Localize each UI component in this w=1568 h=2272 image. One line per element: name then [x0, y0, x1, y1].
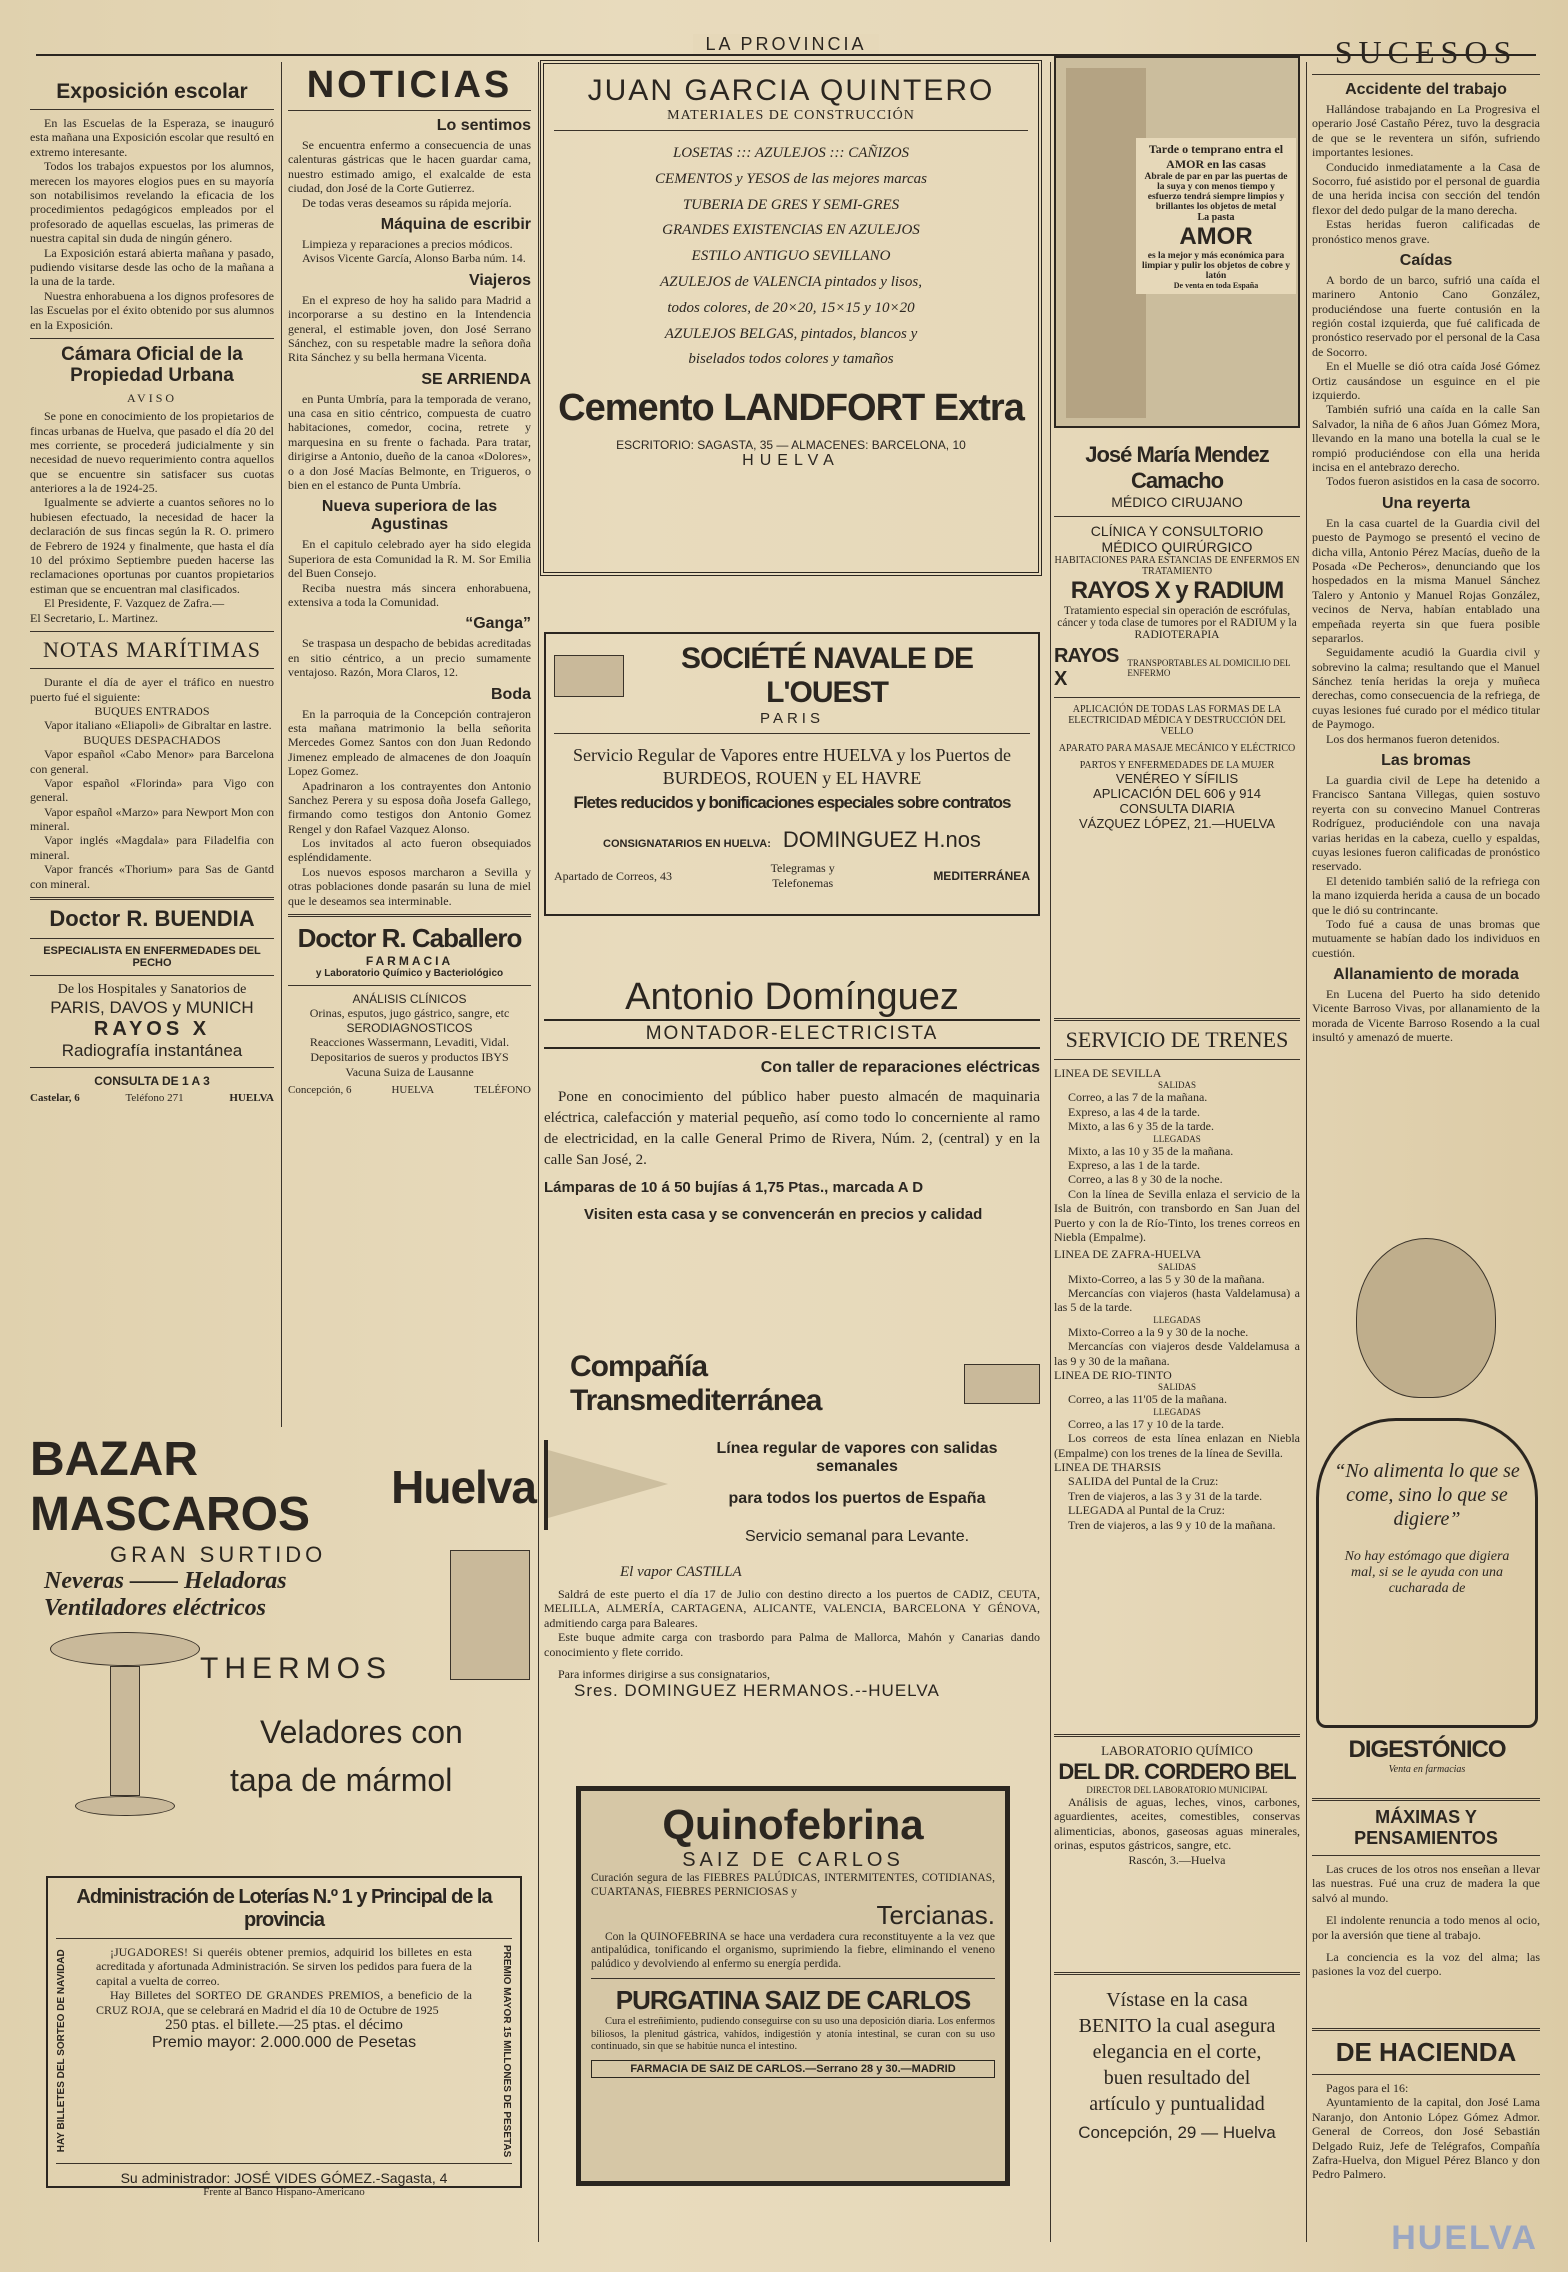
- sucesos-text: El detenido también salió de la refriega con la mano izquierda herida a causa de un bocado que le dió su contrincante.: [1312, 873, 1540, 917]
- caballero-line: Reacciones Wassermann, Levaditi, Vidal.: [309, 1035, 510, 1050]
- trenes-entry: Mercancías con viajeros (hasta Valdelamusa) a las 5 de la tarde.: [1054, 1286, 1300, 1315]
- trenes-entry: Correo, a las 17 y 10 de la tarde.: [1068, 1416, 1224, 1431]
- trenes-line-name: LINEA DE ZAFRA-HUELVA: [1054, 1247, 1202, 1262]
- buendia-footer: [30, 1092, 274, 1104]
- trenes-entry: Correo, a las 11'05 de la mañana.: [1068, 1392, 1227, 1407]
- maximas-text: La conciencia es la voz del alma; las pasiones la voz del cuerpo.: [1312, 1949, 1540, 1979]
- ouest-telegraphic-address: MEDITERRÁNEA: [933, 869, 1030, 883]
- bazar-line: Neveras: [44, 1568, 124, 1594]
- trenes-entry: Mixto, a las 10 y 35 de la mañana.: [1068, 1143, 1234, 1158]
- lab-line: DIRECTOR DEL LABORATORIO MUNICIPAL: [1086, 1785, 1268, 1795]
- maximas-title: MÁXIMAS Y PENSAMIENTOS: [1354, 1807, 1498, 1848]
- trenes-entry: Mercancías con viajeros desde Valdelamusa a las 9 y 30 de la mañana.: [1054, 1339, 1300, 1368]
- garcia-subtitle: MATERIALES DE CONSTRUCCIÓN: [667, 108, 915, 123]
- buendia-phone: Teléfono 271: [125, 1092, 184, 1105]
- bazar-ad: BAZAR MASCAROS Huelva GRAN SURTIDO Neveras —— Heladoras Ventiladores eléctricos THERMOS Veladores con tapa de mármol: [30, 1432, 536, 1837]
- trenes-title: SERVICIO DE TRENES: [1065, 1027, 1289, 1052]
- camara-text: Se pone en conocimiento de los propietarios de fincas urbanas de Huelva, que pasado el día 20 del mes corriente, se procederá judicialmente y sin necesidad de nuevo requerimiento contra aquellos que se encuentre sin satisfacer sus cuotas anteriores a la de 1924-25.: [30, 409, 274, 496]
- expo-text: La Exposición estará abierta mañana y pasado, pudiendo visitarse desde las ocho de la mañana a la una de la tarde.: [30, 245, 274, 289]
- trenes-label: LLEGADAS: [1153, 1314, 1201, 1325]
- ship-illustration: [554, 655, 624, 697]
- bazar-line: tapa de mármol: [230, 1762, 453, 1798]
- caballero-name: Doctor R. Caballero: [297, 923, 522, 954]
- notas-text: Vapor italiano «Eliapoli» de Gibraltar en lastre.: [44, 718, 272, 733]
- amor-brand: AMOR: [1179, 223, 1253, 250]
- hacienda-text: Pagos para el 16:: [1326, 2081, 1409, 2095]
- notas-text: Vapor español «Florinda» para Vigo con general.: [30, 775, 274, 805]
- trenes-line-name: LINEA DE RIO-TINTO: [1054, 1368, 1172, 1383]
- sucesos-subhead: Caídas: [1399, 251, 1453, 269]
- trenes-line-name: LINEA DE SEVILLA: [1054, 1066, 1162, 1080]
- garcia-product: AZULEJOS BELGAS, pintados, blancos y: [664, 325, 918, 342]
- ouest-name: SOCIÉTÉ NAVALE DE L'OUEST: [681, 642, 973, 709]
- bazar-line: Heladoras: [183, 1568, 287, 1594]
- sucesos-text: En Lucena del Puerto ha sido detenido Vicente Barroso Vivas, por allanamiento de la morada de Vicente Barroso Rosendo a la cual insultó y amenazó de muerte.: [1312, 987, 1540, 1045]
- trenes-label: SALIDAS: [1157, 1261, 1196, 1272]
- maximas-text: Las cruces de los otros nos enseñan a llevar las nuestras. Fué una cruz de madera la que salvó al mundo.: [1312, 1862, 1540, 1905]
- mendez-line: HABITACIONES PARA ESTANCIAS DE ENFERMOS EN TRATAMIENTO: [1054, 555, 1300, 577]
- antonio-name: Antonio Domínguez: [625, 976, 959, 1018]
- amor-text: es la mejor y más económica para limpiar y pulir los objetos de cobre y latón: [1141, 251, 1291, 281]
- mendez-line: APLICACIÓN DE TODAS LAS FORMAS DE LA ELECTRICIDAD MÉDICA Y DESTRUCCIÓN DEL VELLO: [1068, 704, 1286, 737]
- noticias-text: Se traspasa un despacho de bebidas acreditadas en sitio céntrico, a un precio sumamente ventajoso. Razón, Mora Claros, 12.: [288, 636, 531, 680]
- mendez-line: APARATO PARA MASAJE MECÁNICO Y ELÉCTRICO: [1058, 743, 1296, 754]
- trenes-label: LLEGADAS: [1153, 1133, 1201, 1144]
- camara-signature: El Secretario, L. Martinez.: [30, 610, 158, 625]
- digest-brand: DIGESTÓNICO: [1348, 1736, 1506, 1763]
- sucesos-text: En la casa cuartel de la Guardia civil del puesto de Paymogo se presentó el vecino de dicha villa, Antonio Pérez Macías, dueño de la Posada «De Pecheros», denunciando que los hospedados en la misma Manuel Sánchez Talero y Antonio y Manuel Rojas González, vecinos de Nerva, habían entablado una empeñada reyerta sin que fuera posible separarlos.: [1312, 515, 1540, 645]
- mendez-line: VÁZQUEZ LÓPEZ, 21.—HUELVA: [1078, 816, 1275, 831]
- noticias-text: En la parroquia de la Concepción contrajeron esta mañana matrimonio la bella señorita Mercedes Gomez Santos con don Juan Redondo Jimenez empleado de almacenes de don Joaquín Lopez Gomez.: [288, 706, 531, 779]
- column-1: [30, 76, 274, 1416]
- noticias-text: Los invitados al acto fueron obsequiados espléndidamente.: [288, 836, 531, 865]
- trenes-entry: Mixto-Correo, a las 5 y 30 de la mañana.: [1068, 1271, 1265, 1286]
- loteria-side-text: PREMIO MAYOR 15 MILLONES DE PESETAS: [501, 1945, 512, 2158]
- trenes-entry: Los correos de esta línea enlazan en Niebla (Empalme) con los trenes de la línea de Sevilla.: [1054, 1431, 1300, 1460]
- noticias-text: en Punta Umbría, para la temporada de verano, una casa en sitio céntrico, compuesta de cuatro habitaciones, comedor, cocina, retrete y marquesina en su frente o fachada. Para tratar, dirigirse a Antonio, dueño de la canoa «Dolores», o a don José Macías Belmonte, en Trigueros, o bien en el estanco de Punta Umbría.: [288, 391, 531, 493]
- garcia-ad: [540, 60, 1042, 576]
- sucesos-subhead: Las bromas: [1381, 752, 1471, 770]
- garcia-product: GRANDES EXISTENCIAS EN AZULEJOS: [662, 222, 920, 239]
- caballero-line: Orinas, esputos, jugo gástrico, sangre, etc: [309, 1006, 510, 1021]
- ouest-telegrams: Telegramas y Telefonemas: [770, 861, 835, 890]
- sucesos-subhead: Accidente del trabajo: [1345, 81, 1507, 98]
- sucesos-section: [1312, 36, 1540, 1216]
- digest-text: No hay estómago que digiera mal, si se le ayuda con una cucharada de: [1344, 1549, 1510, 1596]
- man-portrait-illustration: [1356, 1238, 1496, 1398]
- notas-text: Durante el día de ayer el tráfico en nuestro puerto fué el siguiente:: [30, 675, 274, 704]
- ouest-service: Servicio Regular de Vapores entre HUELVA y los Puertos de BURDEOS, ROUEN y EL HAVRE: [572, 745, 1012, 788]
- buendia-line: Radiografía instantánea: [61, 1041, 243, 1061]
- quino-subtitle: SAIZ DE CARLOS: [682, 1849, 904, 1871]
- trans-ad: [544, 1350, 1040, 1750]
- trenes-label: LLEGADAS: [1153, 1406, 1201, 1417]
- lab-text: Análisis de aguas, leches, vinos, carbones, aguardientes, aceites, comestibles, conservas alimenticias, abonos, gaseosas aguas minerales, orinas, esputos gástricos, sangre, etc.: [1054, 1795, 1300, 1853]
- bazar-city: Huelva: [391, 1461, 536, 1513]
- notas-title: NOTAS MARÍTIMAS: [43, 636, 261, 662]
- garcia-product-list: [554, 137, 1028, 377]
- caballero-line: FARMACIA: [365, 954, 454, 969]
- masthead: LA PROVINCIA: [36, 30, 1536, 56]
- buendia-line: De los Hospitales y Sanatorios de: [57, 982, 247, 998]
- trenes-section: [1054, 1012, 1300, 1712]
- ship-illustration: [964, 1364, 1040, 1404]
- trans-text: Saldrá de este puerto el día 17 de Julio con destino directo a los puertos de CADIZ, CEUTA, MELILLA, ALMERÍA, CARTAGENA, ALICANTE, VALENCIA, BARCELONA Y GÉNOVA, admitiendo carga para Baleares.: [544, 1587, 1040, 1630]
- camara-signature: El Presidente, F. Vazquez de Zafra.—: [44, 596, 225, 611]
- buendia-line: RAYOS X: [93, 1018, 211, 1041]
- mendez-line: MÉDICO CIRUJANO: [1111, 494, 1243, 510]
- column-rule: [1050, 62, 1051, 2242]
- loteria-ad: [46, 1876, 522, 2199]
- bazar-line: Ventiladores eléctricos: [44, 1595, 266, 1621]
- noticias-text: Avisos Vicente García, Alonso Barba núm. 14.: [302, 251, 526, 266]
- expo-text: Todos los trabajos expuestos por los alumnos, merecen los mayores elogios pues en su mayoría son notabilisimos revelando la eficacia de los procedimientos pedagógicos empleados por el profesorado de aquellas escuelas, las primeras de nuestra capital sin duda de ningún género.: [30, 159, 274, 246]
- ouest-consignee-label: CONSIGNATARIOS EN HUELVA:: [603, 838, 771, 850]
- mendez-line: Tratamiento especial sin operación de escrófulas, cáncer y toda clase de tumores por el RADIUM y la RADIOTERAPIA: [1057, 605, 1297, 641]
- antonio-visit: Visiten esta casa y se convencerán en precios y calidad: [584, 1206, 983, 1223]
- hacienda-text: Ayuntamiento de la capital, don José Lama Naranjo, don Antonio López Gómez Admor. General de Correos, don José Sebastián Delgado Ruiz, Jefe de Telégrafos, Compañía Zafra-Huelva, don Miguel Pérez Blanco y don Pedro Palmero.: [1312, 2095, 1540, 2182]
- trans-vessel: El vapor CASTILLA: [620, 1564, 742, 1580]
- maximas-text: El indolente renuncia a todo menos al ocio, por la aversión que tiene al trabajo.: [1312, 1913, 1540, 1942]
- garcia-product: biselados todos colores y tamaños: [688, 351, 894, 368]
- bazar-line: GRAN SURTIDO: [110, 1542, 327, 1567]
- loteria-title: Administración de Loterías N.º 1 y Principal de la provincia: [76, 1886, 492, 1931]
- sucesos-text: En el Muelle se dió otra caída José Gómez Ortiz causándose un esguince en el pie izquierdo.: [1312, 359, 1540, 403]
- expo-title: Exposición escolar: [56, 80, 248, 103]
- hacienda-section: [1312, 2022, 1540, 2242]
- noticias-subhead: Viajeros: [469, 271, 531, 289]
- trans-text: Este buque admite carga con trasbordo para Palma de Mallorca, Mahón y Canarias dando conocimiento y flete corrido.: [544, 1630, 1040, 1659]
- garcia-cement: Cemento LANDFORT Extra: [558, 387, 1024, 430]
- trenes-entry: SALIDA del Puntal de la Cruz:: [1068, 1474, 1219, 1489]
- benito-ad: [1054, 1966, 1300, 2242]
- noticias-subhead: Lo sentimos: [436, 117, 531, 134]
- lab-address: Rascón, 3.—Huelva: [1128, 1852, 1226, 1867]
- mendez-line: PARTOS Y ENFERMEDADES DE LA MUJER: [1079, 760, 1275, 771]
- garcia-product: LOSETAS ::: AZULEJOS ::: CAÑIZOS: [672, 145, 910, 161]
- mendez-ad: [1054, 442, 1300, 1012]
- sucesos-title: SUCESOS: [1334, 34, 1518, 70]
- lab-ad: [1054, 1728, 1300, 1953]
- mendez-line: RAYOS X: [1054, 645, 1119, 690]
- notas-text: Vapor español «Marzo» para Newport Mon con mineral.: [30, 804, 274, 834]
- lab-line: LABORATORIO QUÍMICO: [1101, 1743, 1253, 1758]
- column-rule: [538, 62, 539, 2242]
- noticias-subhead: “Ganga”: [465, 615, 531, 633]
- mendez-name: José María Mendez Camacho: [1085, 442, 1269, 493]
- loteria-text: ¡JUGADORES! Si queréis obtener premios, adquirid los billetes en esta acreditada y afortunada Administración. Se sirven los pedidos para fuera de la capital a vuelta de correo.: [96, 1945, 472, 1988]
- sucesos-text: A bordo de un barco, sufrió una caída el marinero Antonio Cano González, produciéndose una fuerte contusión en la región costal izquierda, que fué calificada de pronóstico reservado por el personal de la Casa de Socorro.: [1312, 272, 1540, 359]
- ouest-fletes: Fletes reducidos y bonificaciones especiales sobre contratos: [573, 793, 1011, 812]
- garcia-city: HUELVA: [742, 452, 840, 470]
- garcia-product: CEMENTOS y YESOS de las mejores marcas: [655, 170, 927, 187]
- trans-line: Servicio semanal para Levante.: [744, 1528, 970, 1545]
- noticias-subhead: Boda: [491, 685, 531, 703]
- mendez-line: CLÍNICA Y CONSULTORIO: [1090, 523, 1264, 539]
- antonio-ad: [544, 976, 1040, 1316]
- trenes-entry: Mixto-Correo a la 9 y 30 de la noche.: [1068, 1324, 1249, 1339]
- garcia-address: ESCRITORIO: SAGASTA, 35 — ALMACENES: BARCELONA, 10: [616, 438, 966, 453]
- column-rule: [1306, 62, 1307, 2242]
- sucesos-text: La guardia civil de Lepe ha detenido a Francisco Santana Villegas, quien sostuvo reyerta con su convecino Manuel Contreras Rodríguez, produciéndole con una navaja varias heridas en la cabeza, cuello y espaldas, cuyas lesiones fueron calificadas de pronóstico reservado.: [1312, 773, 1540, 874]
- noticias-text: Reciba nuestra más sincera enhorabuena, extensiva a toda la Comunidad.: [288, 580, 531, 609]
- caballero-line: Depositarios de sueros y productos IBYS: [310, 1050, 509, 1065]
- sucesos-text: También sufrió una caída en la calle San Salvador, la niña de 6 años Juan Gómez Mora, llevando en la mano una botella la cual se le rompió produciéndose con ella una herida incisa en el antebrazo derecho.: [1312, 402, 1540, 474]
- antonio-lamps: Lámparas de 10 á 50 bujías á 1,75 Ptas., marcada A D: [544, 1179, 924, 1196]
- buendia-city: HUELVA: [229, 1092, 274, 1105]
- trenes-entry: Con la línea de Sevilla enlaza el servicio de la Isla de Buitrón, con transbordo en San Juan del Puerto y con la de Río-Tinto, los trenes correos en Niebla (Empalme).: [1054, 1186, 1300, 1244]
- loteria-admin: Su administrador: JOSÉ VIDES GÓMEZ.-Sagasta, 4: [120, 2170, 448, 2187]
- sucesos-subhead: Una reyerta: [1381, 494, 1471, 512]
- trenes-label: SALIDAS: [1157, 1080, 1196, 1091]
- loteria-price: 250 ptas. el billete.—25 ptas. el décimo: [165, 2016, 403, 2033]
- noticias-text: Se encuentra enfermo a consecuencia de unas calenturas gástricas que le hacen guardar cama, nuestro estimado amigo, el exalcalde de esta ciudad, don José de la Corte Gutierrez.: [288, 138, 531, 196]
- noticias-text: Limpieza y reparaciones a precios módicos.: [302, 236, 513, 251]
- notas-text: Vapor español «Cabo Menor» para Barcelona con general.: [30, 747, 274, 776]
- mendez-line: TRANSPORTABLES AL DOMICILIO DEL ENFERMO: [1127, 658, 1291, 678]
- column-2: [288, 66, 531, 1416]
- garcia-product: TUBERIA DE GRES Y SEMI-GRES: [682, 196, 900, 213]
- garcia-product: AZULEJOS de VALENCIA pintados y lisos,: [660, 273, 922, 290]
- loteria-prize: Premio mayor: 2.000.000 de Pesetas: [151, 2033, 417, 2051]
- buendia-line: PARIS, DAVOS y MUNICH: [50, 998, 254, 1018]
- pennant-flag-icon: [544, 1440, 674, 1530]
- bazar-line: Veladores con: [260, 1714, 463, 1750]
- ouest-consignee: DOMINGUEZ H.nos: [782, 827, 981, 852]
- amor-headline: Tarde o temprano entra el AMOR en las casas: [1148, 142, 1284, 171]
- buendia-line: CONSULTA DE 1 A 3: [94, 1074, 210, 1089]
- noticias-subhead: Nueva superiora de las Agustinas: [321, 498, 498, 534]
- trenes-entry: Expreso, a las 1 de la tarde.: [1068, 1157, 1200, 1172]
- trenes-entry: LLEGADA al Puntal de la Cruz:: [1068, 1503, 1225, 1518]
- amor-ad: [1054, 56, 1300, 428]
- buendia-address: Castelar, 6: [30, 1092, 80, 1105]
- caballero-phone: TELÉFONO: [474, 1084, 531, 1097]
- trans-line: Línea regular de vapores con salidas semanales: [716, 1440, 998, 1475]
- benito-address: Concepción, 29 — Huelva: [1078, 2123, 1276, 2142]
- trenes-label: SALIDAS: [1157, 1382, 1196, 1393]
- garcia-name: JUAN GARCIA QUINTERO: [587, 74, 995, 107]
- buendia-line: ESPECIALISTA EN ENFERMEDADES DEL PECHO: [43, 945, 261, 970]
- mendez-line: CONSULTA DIARIA: [1119, 801, 1235, 816]
- trans-line: para todos los puertos de España: [728, 1490, 986, 1507]
- hacienda-title: DE HACIENDA: [1335, 2037, 1517, 2067]
- woman-illustration: [1066, 68, 1146, 418]
- trenes-entry: Correo, a las 8 y 30 de la noche.: [1068, 1172, 1223, 1187]
- lab-name: DEL DR. CORDERO BEL: [1058, 1759, 1296, 1784]
- quino-tercianas: Tercianas.: [876, 1899, 995, 1930]
- antonio-subtitle: MONTADOR-ELECTRICISTA: [544, 1019, 1040, 1049]
- sucesos-text: Todos fueron asistidos en la casa de socorro.: [1326, 474, 1540, 489]
- caballero-line: y Laboratorio Químico y Bacteriológico: [315, 968, 504, 980]
- quino-text: Con la QUINOFEBRINA se hace una verdadera cura reconstituyente a la vez que antipalúdica, tonificando el organismo, suprimiendo la fiebre, eliminando el veneno palúdico y devolviendo al enfermo su energía perdida.: [591, 1930, 995, 1971]
- expo-text: En las Escuelas de la Esperaza, se inauguró esta mañana una Exposición escolar que resultó en extremo interesante.: [30, 116, 274, 159]
- ouest-ad: [544, 632, 1040, 916]
- quino-ad: [576, 1786, 1010, 2186]
- quino-text: Curación segura de las FIEBRES PALÚDICAS, INTERMITENTES, COTIDIANAS, CUARTANAS, FIEBRES PERNICIOSAS y: [591, 1872, 995, 1898]
- loteria-side-text: HAY BILLETES DEL SORTEO DE NAVIDAD: [56, 1949, 67, 2153]
- noticias-subhead: SE ARRIENDA: [421, 370, 531, 388]
- loteria-text: Hay Billetes del SORTEO DE GRANDES PREMIOS, a beneficio de la CRUZ ROJA, que se celebrará en Madrid el día 10 de Octubre de 1925: [96, 1988, 472, 2017]
- bazar-thermos: THERMOS: [200, 1652, 392, 1685]
- quino-name: Quinofebrina: [662, 1801, 924, 1848]
- buendia-ad: [30, 906, 274, 1104]
- camara-aviso: AVISO: [126, 390, 178, 405]
- quino-footer: FARMACIA DE SAIZ DE CARLOS.—Serrano 28 y 30.—MADRID: [591, 2060, 995, 2078]
- digest-footer: Venta en farmacias: [1388, 1764, 1466, 1775]
- refrigerator-illustration: [450, 1550, 530, 1680]
- loteria-footer: Frente al Banco Hispano-Americano: [203, 2186, 365, 2199]
- noticias-title: NOTICIAS: [306, 64, 513, 106]
- trenes-entry: Tren de viajeros, a las 3 y 31 de la tarde.: [1068, 1488, 1263, 1503]
- trans-consignee: Sres. DOMINGUEZ HERMANOS.--HUELVA: [574, 1681, 940, 1701]
- buendia-name: Doctor R. BUENDIA: [49, 906, 255, 932]
- sucesos-text: Estas heridas fueron calificadas de pronóstico menos grave.: [1312, 217, 1540, 246]
- sucesos-text: Hallándose trabajando en La Progresiva el operario José Castaño Pérez, tuvo la desgracia de que se le reventera un sifón, sufriendo importantes lesiones.: [1312, 102, 1540, 160]
- trenes-entry: Expreso, a las 4 de la tarde.: [1068, 1104, 1200, 1119]
- pedestal-table-illustration: [50, 1632, 200, 1832]
- trenes-entry: Tren de viajeros, a las 9 y 10 de la mañana.: [1068, 1517, 1276, 1532]
- notas-subhead: BUQUES DESPACHADOS: [83, 732, 221, 747]
- sucesos-text: Todo fué a causa de unas bromas que mutuamente se habían dado los individuos en cuestión.: [1312, 916, 1540, 960]
- garcia-product: ESTILO ANTIGUO SEVILLANO: [691, 248, 891, 265]
- antonio-workshop: Con taller de reparaciones eléctricas: [760, 1059, 1040, 1076]
- noticias-text: En el capitulo celebrado ayer ha sido elegida Superiora de esta Comunidad la R. M. Sor Emilia del Buen Consejo.: [288, 537, 531, 581]
- ouest-city: PARIS: [760, 710, 824, 727]
- sucesos-text: Seguidamente acudió la Guardia civil y sobrevino la calma; resultando que el Manuel Sánchez tenía heridas la oreja y muñeca derechas, como consecuencia de la refriega, de cuyas lesiones fué curado por el médico titular de Paymogo.: [1312, 645, 1540, 732]
- trenes-line-name: LINEA DE THARSIS: [1054, 1459, 1162, 1474]
- caballero-line: Vacuna Suiza de Lausanne: [345, 1065, 474, 1080]
- purgatina-text: Cura el estreñimiento, pudiendo conseguirse con su uso una deposición diaria. Los enfermos biliosos, la plenitud gástrica, vahídos, indigestión y atonía intestinal, se curan con su uso continuado, sin que se habitúe nunca el intestino.: [591, 2015, 995, 2053]
- bazar-name: BAZAR MASCAROS: [30, 1433, 311, 1541]
- amor-text: Abrale de par en par las puertas de la suya y con menos tiempo y esfuerzo tendrá siempre limpios y brillantes los objetos de metal: [1144, 172, 1288, 212]
- mendez-line: APLICACIÓN DEL 606 y 914: [1093, 786, 1261, 801]
- expo-text: Nuestra enhorabuena a los dignos profesores de las Escuelas por el éxito obtenido por sus alumnos en la Exposición.: [30, 288, 274, 332]
- purgatina-name: PURGATINA SAIZ DE CARLOS: [615, 1984, 971, 2015]
- notas-text: Vapor francés «Thorium» para Sas de Gantd con mineral.: [30, 862, 274, 891]
- noticias-text: En el expreso de hoy ha salido para Madrid a incorporarse a su destino en la Intendencia general, el estimable joven, don José Serrano Sánchez, con su respetable madre la señora doña Rita Sánchez y su bella hermana Vicenta.: [288, 292, 531, 365]
- column-rule: [281, 62, 282, 1427]
- sucesos-subhead: Allanamiento de morada: [1333, 966, 1519, 984]
- library-watermark: HUELVA: [1391, 2219, 1538, 2257]
- trenes-entry: Correo, a las 7 de la mañana.: [1068, 1090, 1208, 1105]
- amor-footer: De venta en toda España: [1173, 281, 1259, 290]
- benito-text: Vístase en la casa BENITO la cual asegura elegancia en el corte, buen resultado del artículo y puntualidad: [1078, 1989, 1276, 2115]
- trans-name: Compañía Transmediterránea: [570, 1350, 822, 1417]
- trenes-entry: Mixto, a las 6 y 35 de la tarde.: [1068, 1119, 1214, 1134]
- amor-text: La pasta: [1197, 212, 1235, 223]
- garcia-product: todos colores, de 20×20, 15×15 y 10×20: [667, 299, 915, 316]
- caballero-address: Concepción, 6: [288, 1084, 352, 1097]
- digestonico-ad: [1316, 1228, 1538, 1786]
- notas-subhead: BUQUES ENTRADOS: [94, 703, 210, 718]
- mendez-line: MÉDICO QUIRÚRGICO: [1101, 539, 1253, 555]
- mendez-line: VENÉREO Y SÍFILIS: [1115, 771, 1239, 786]
- noticias-text: Los nuevos esposos marcharon a Sevilla y otras poblaciones donde pasarán su luna de miel que le deseamos sea interminable.: [288, 864, 531, 908]
- camara-text: Igualmente se advierte a cuantos señores no lo hubiesen efectuado, la necesidad de hacer la declaración de sus fincas según la R. O. primero de Febrero de 1924 y finalmente, que hasta el día 10 del próximo Septiembre pueden hacerse las reclamaciones oportunas por cuantos propietarios estiman que se encuentran mal clasificados.: [30, 495, 274, 596]
- digest-slogan: “No alimenta lo que se come, sino lo que se digiere”: [1334, 1460, 1520, 1530]
- noticias-text: De todas veras deseamos su rápida mejoría.: [302, 195, 512, 210]
- caballero-ad: [288, 923, 531, 1096]
- caballero-city: HUELVA: [391, 1084, 435, 1097]
- trans-text: Para informes dirigirse a sus consignatarios,: [558, 1666, 770, 1681]
- sucesos-text: Conducido inmediatamente a la Casa de Socorro, fué asistido por el personal de guardia de una herida incisa con sección del tendón flexor del dedo pulgar de la mano derecha.: [1312, 159, 1540, 217]
- caballero-footer: [288, 1084, 531, 1096]
- maximas-section: [1312, 1792, 1540, 2014]
- ouest-apartado: Apartado de Correos, 43: [554, 868, 672, 883]
- mendez-line: RAYOS X y RADIUM: [1070, 577, 1284, 604]
- sucesos-text: Los dos hermanos fueron detenidos.: [1326, 731, 1500, 746]
- camara-title: Cámara Oficial de la Propiedad Urbana: [61, 343, 243, 386]
- notas-text: Vapor inglés «Magdala» para Filadelfia con mineral.: [30, 833, 274, 862]
- antonio-text: Pone en conocimiento del público haber puesto almacén de maquinaria eléctrica, calefacción y material pequeño, así como todo lo concerniente al ramo de electricidad, en la calle General Primo de Rivera, Núm. 2, (central) y en la calle San José, 2.: [544, 1089, 1040, 1168]
- caballero-line: SERODIAGNOSTICOS: [346, 1021, 473, 1036]
- noticias-subhead: Máquina de escribir: [380, 215, 531, 233]
- noticias-text: Apadrinaron a los contrayentes don Antonio Sanchez Perera y su esposa doña Josefa Gallego, firmando como testigos don Antonio Gomez Rengel y don Rafael Vazquez Alonso.: [288, 778, 531, 836]
- caballero-line: ANÁLISIS CLÍNICOS: [352, 992, 467, 1007]
